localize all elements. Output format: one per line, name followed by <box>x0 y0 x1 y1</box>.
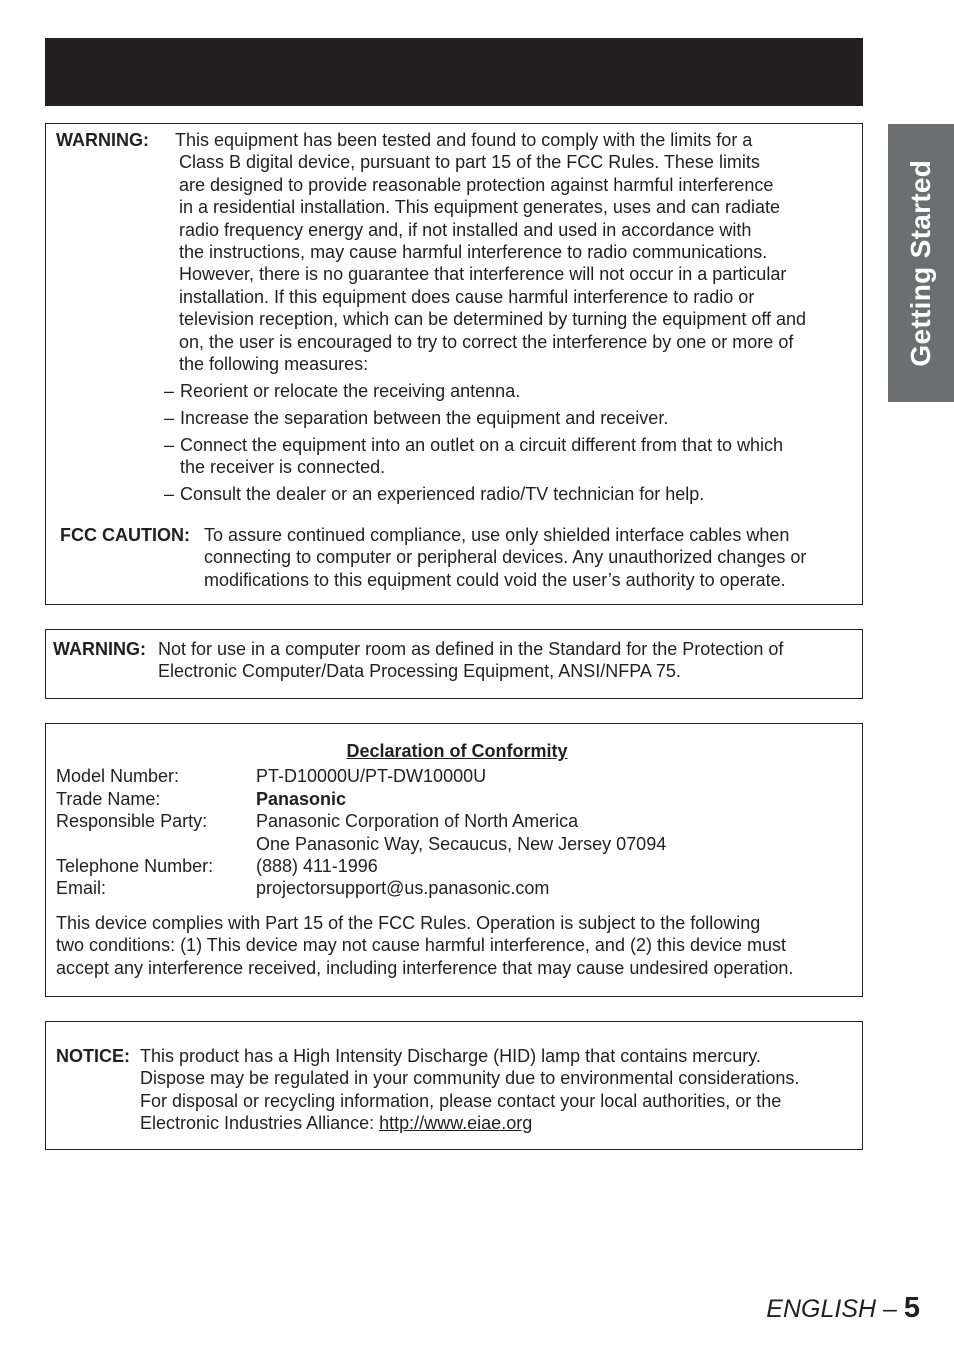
model-number-label: Model Number: <box>56 766 180 787</box>
warning-text-line: the instructions, may cause harmful interference to radio communications. <box>179 242 768 263</box>
fcc-caution-label: FCC CAUTION: <box>60 525 190 545</box>
model-number-value: PT-D10000U/PT-DW10000U <box>256 766 487 787</box>
list-item: – Increase the separation between the equipment and receiver. <box>164 408 669 429</box>
responsible-party-address-row <box>56 833 858 855</box>
trade-name-value: Panasonic <box>256 788 347 809</box>
computer-room-warning-paragraph <box>53 638 783 683</box>
notice-text-line: For disposal or recycling information, please contact your local authorities, or the <box>140 1090 782 1111</box>
fcc-caution-paragraph <box>60 524 806 591</box>
eiae-link[interactable]: http://www.eiae.org <box>379 1113 533 1134</box>
notice-text-line: Dispose may be regulated in your community due to environmental considerations. <box>140 1068 800 1089</box>
responsible-party-row <box>56 810 858 832</box>
warning-text-line: television reception, which can be determined by turning the equipment off and <box>179 309 807 330</box>
warning-label: WARNING: <box>53 639 146 659</box>
responsible-party-label: Responsible Party: <box>56 811 208 832</box>
fcc-caution-text-line: modifications to this equipment could void the user’s authority to operate. <box>204 569 786 590</box>
notice-paragraph <box>56 1045 799 1135</box>
warning-text-line: in a residential installation. This equipment generates, uses and can radiate <box>179 197 781 218</box>
list-item: – Reorient or relocate the receiving antenna. <box>164 381 521 402</box>
fcc-warning-box <box>45 123 863 605</box>
telephone-label: Telephone Number: <box>56 856 214 877</box>
page-footer <box>766 1291 920 1326</box>
header-bar <box>45 38 863 106</box>
responsible-party-value: Panasonic Corporation of North America <box>256 811 579 832</box>
fcc-warning-paragraph <box>56 129 806 506</box>
section-tab-label: Getting Started <box>904 159 936 367</box>
warning-text-line: the following measures: <box>179 354 369 375</box>
notice-text-line: This product has a High Intensity Discharge (HID) lamp that contains mercury. <box>140 1046 761 1066</box>
page-number: 5 <box>903 1292 920 1324</box>
fcc-caution-text-line: connecting to computer or peripheral devices. Any unauthorized changes or <box>204 547 807 568</box>
warning-text-line: Class B digital device, pursuant to part 15 of the FCC Rules. These limits <box>179 152 760 173</box>
fcc-caution-text-line: To assure continued compliance, use only shielded interface cables when <box>204 525 790 545</box>
notice-box <box>45 1021 863 1150</box>
footer-language: ENGLISH – <box>766 1295 904 1323</box>
email-value: projectorsupport@us.panasonic.com <box>256 878 550 899</box>
email-label: Email: <box>56 878 107 899</box>
declaration-title: Declaration of Conformity <box>346 741 568 761</box>
warning-text-line: However, there is no guarantee that interference will not occur in a particular <box>179 264 787 285</box>
warning-text-line: This equipment has been tested and found to comply with the limits for a <box>175 130 753 150</box>
warning-text-line: radio frequency energy and, if not installed and used in accordance with <box>179 219 752 240</box>
compliance-text-line: two conditions: (1) This device may not cause harmful interference, and (2) this device must <box>56 935 787 956</box>
telephone-row <box>56 855 858 877</box>
warning-text-line: Electronic Computer/Data Processing Equipment, ANSI/NFPA 75. <box>158 661 681 682</box>
compliance-text-line: accept any interference received, including interference that may cause undesired operation. <box>56 957 794 978</box>
trade-name-label: Trade Name: <box>56 788 161 809</box>
list-item: – Consult the dealer or an experienced radio/TV technician for help. <box>164 484 705 505</box>
computer-room-warning-box <box>45 629 863 699</box>
compliance-paragraph <box>56 912 858 979</box>
list-item: – Connect the equipment into an outlet on a circuit different from that to which the receiver is connected. <box>164 435 784 478</box>
declaration-box <box>45 723 863 997</box>
telephone-value: (888) 411-1996 <box>256 856 378 877</box>
warning-text-line: are designed to provide reasonable protection against harmful interference <box>179 174 774 195</box>
warning-text-line: installation. If this equipment does cause harmful interference to radio or <box>179 286 755 307</box>
warning-label: WARNING: <box>56 130 149 150</box>
trade-name-row <box>56 788 858 810</box>
notice-text-line: Electronic Industries Alliance: http://www.eiae.org <box>140 1113 533 1134</box>
section-tab <box>888 124 954 402</box>
email-row <box>56 877 858 899</box>
notice-label: NOTICE: <box>56 1046 130 1066</box>
responsible-party-address: One Panasonic Way, Secaucus, New Jersey 07094 <box>256 833 667 854</box>
warning-text-line: Not for use in a computer room as defined in the Standard for the Protection of <box>158 639 784 659</box>
model-number-row <box>56 765 858 787</box>
warning-text-line: on, the user is encouraged to try to correct the interference by one or more of <box>179 331 794 352</box>
measures-list <box>56 380 806 506</box>
compliance-text-line: This device complies with Part 15 of the FCC Rules. Operation is subject to the following <box>56 912 761 933</box>
